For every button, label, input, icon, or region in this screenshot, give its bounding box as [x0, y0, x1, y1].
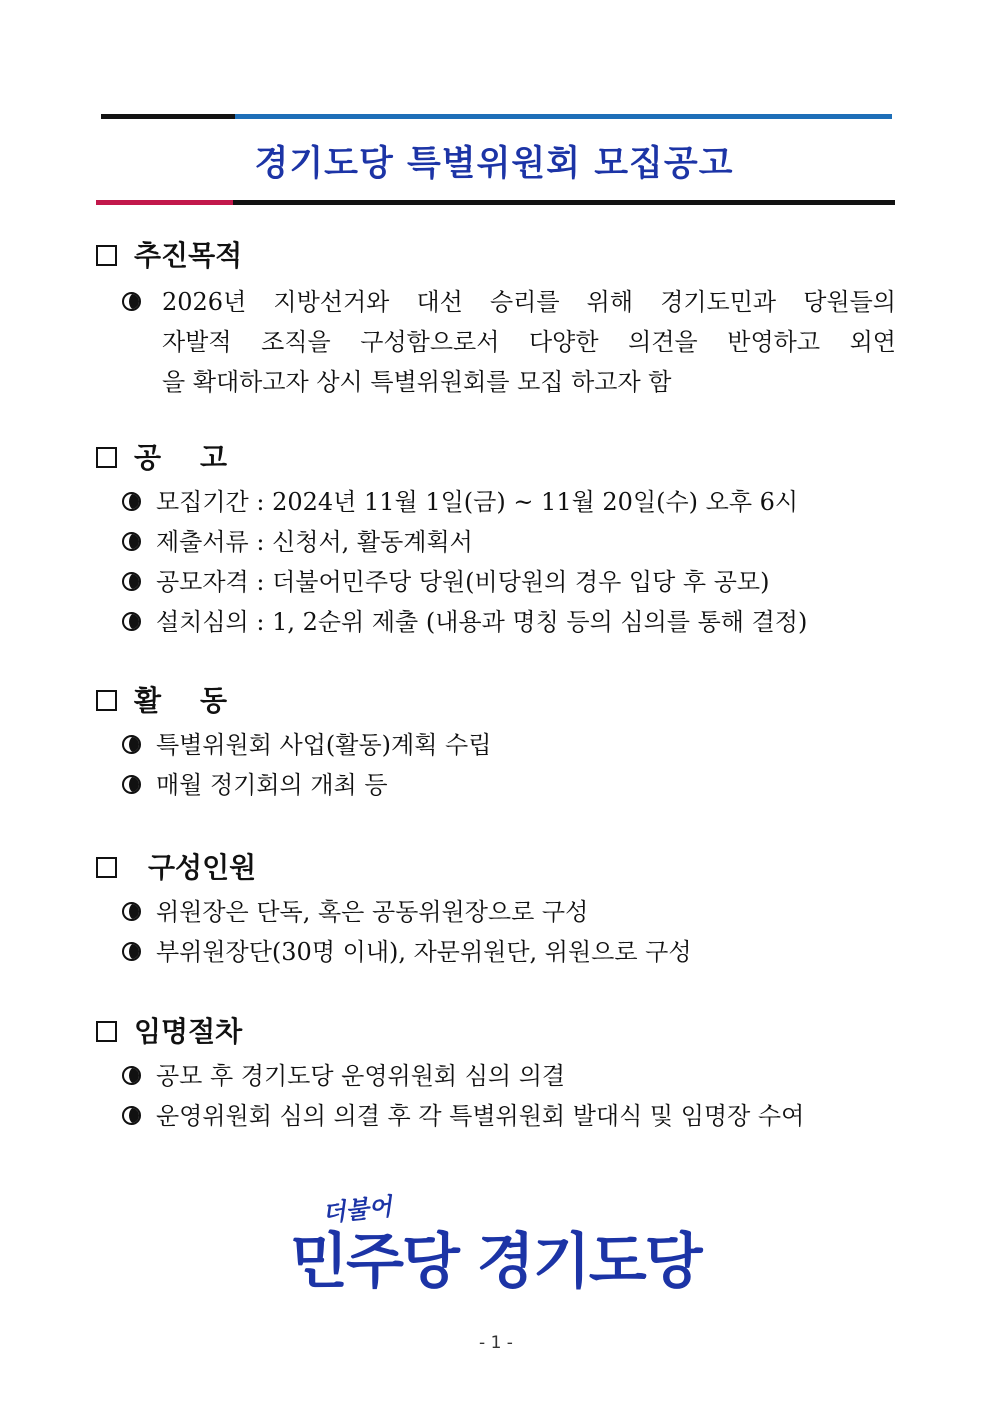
list-item-continuation: 을 확대하고자 상시 특별위원회를 모집 하고자 함: [162, 368, 672, 396]
logo-small-text: 더불어: [320, 1192, 394, 1228]
bottom-rule-red: [96, 200, 233, 205]
half-circle-bullet-icon: [122, 775, 141, 794]
list-item: 부위원장단(30명 이내), 자문위원단, 위원으로 구성: [96, 932, 896, 972]
checkbox-square-icon: [96, 245, 117, 266]
heading-text: 추진목적: [134, 239, 243, 272]
party-logo: [290, 1190, 701, 1297]
bottom-rule-dark: [233, 200, 895, 205]
section-heading: [96, 440, 896, 480]
heading-text: 활 동: [134, 684, 228, 717]
list-item: 매월 정기회의 개최 등: [96, 765, 896, 805]
list-item: 특별위원회 사업(활동)계획 수립: [96, 725, 896, 765]
section-heading: [96, 850, 896, 890]
half-circle-bullet-icon: [122, 902, 141, 921]
page-number: - 1 -: [479, 1333, 513, 1353]
list-item: 공모 후 경기도당 운영위원회 심의 의결: [96, 1056, 896, 1096]
section-heading: [96, 683, 896, 723]
section-appointment: [96, 1014, 896, 1136]
list-item: 공모자격 : 더불어민주당 당원(비당원의 경우 입당 후 공모): [96, 562, 896, 602]
list-item: 제출서류 : 신청서, 활동계획서: [96, 522, 896, 562]
half-circle-bullet-icon: [122, 532, 141, 551]
top-rule-dark: [101, 114, 235, 119]
half-circle-bullet-icon: [122, 1106, 141, 1125]
half-circle-bullet-icon: [122, 735, 141, 754]
list-item: 위원장은 단독, 혹은 공동위원장으로 구성: [96, 892, 896, 932]
half-circle-bullet-icon: [122, 1066, 141, 1085]
checkbox-square-icon: [96, 447, 117, 468]
checkbox-square-icon: [96, 857, 117, 878]
half-circle-bullet-icon: [122, 492, 141, 511]
half-circle-bullet-icon: [122, 612, 141, 631]
list-item: 설치심의 : 1, 2순위 제출 (내용과 명칭 등의 심의를 통해 결정): [96, 602, 896, 642]
section-notice: [96, 440, 896, 642]
section-heading: [96, 1014, 896, 1054]
checkbox-square-icon: [96, 690, 117, 711]
document-title: 경기도당 특별위원회 모집공고: [254, 144, 734, 184]
section-purpose: [96, 238, 896, 402]
section-activities: [96, 683, 896, 805]
half-circle-bullet-icon: [122, 572, 141, 591]
list-item: 운영위원회 심의 의결 후 각 특별위원회 발대식 및 임명장 수여: [96, 1096, 896, 1136]
section-heading: [96, 238, 896, 278]
list-item-continuation: 자발적 조직을 구성함으로서 다양한 의견을 반영하고 외연: [162, 328, 896, 356]
heading-text: 구성인원: [148, 851, 257, 884]
checkbox-square-icon: [96, 1021, 117, 1042]
top-rule-blue: [235, 114, 892, 119]
heading-text: 임명절차: [134, 1015, 243, 1048]
heading-text: 공 고: [134, 441, 228, 474]
half-circle-bullet-icon: [122, 292, 141, 311]
logo-main-text: 민주당 경기도당: [290, 1227, 701, 1297]
list-item: 2026년 지방선거와 대선 승리를 위해 경기도민과 당원들의: [96, 282, 896, 322]
list-item: 모집기간 : 2024년 11월 1일(금) ~ 11월 20일(수) 오후 6시: [96, 482, 896, 522]
half-circle-bullet-icon: [122, 942, 141, 961]
section-composition: [96, 850, 896, 972]
